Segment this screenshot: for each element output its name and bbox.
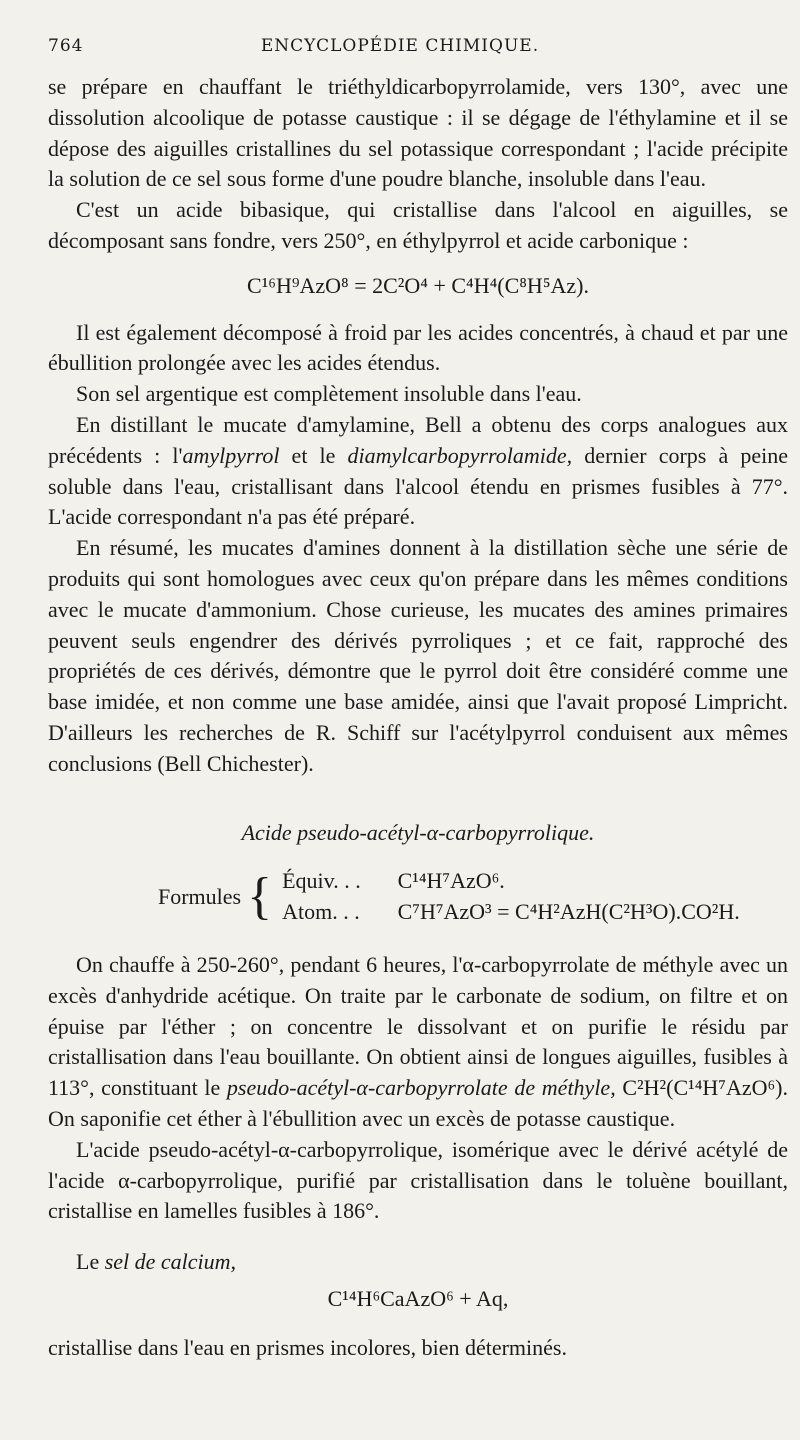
formulas-block (158, 866, 788, 928)
page-body (48, 72, 788, 1363)
italic-term: diamylcarbopyrrolamide, (347, 442, 573, 468)
paragraph: L'acide pseudo-acétyl-α-carbopyrrolique, isomérique avec le dérivé acétylé de l'acide α-carbopyrrolique, purifié par cristallisation dans le toluène bouillant, cristallise en lamelles fusibles à 186°. (48, 1136, 788, 1224)
formula-value: C¹⁴H⁷AzO⁶. (397, 868, 505, 894)
formula-value: C⁷H⁷AzO³ = C⁴H²AzH(C²H³O).CO²H. (397, 899, 740, 925)
text-run: On chauffe à 250-260°, pendant 6 heures, l'α-carbopyrrolate de méthyle avec un excès d'anhydride acétique. On traite par le carbonate de sodium, on filtre et on épuise par l'éther ; on concentre le dissolvant et on purifie le résidu par cristallisation dans l'eau bouillante. On obtient ainsi de longues aiguilles, fusibles à 113°, constituant le (48, 951, 788, 1101)
paragraph (48, 950, 788, 1135)
page-header (48, 36, 752, 62)
italic-term: pseudo-acétyl-α-carbopyrrolate de méthyle, (226, 1075, 616, 1101)
formula-label: Équiv. . . (282, 868, 361, 894)
paragraph: Il est également décomposé à froid par les acides concentrés, à chaud et par une ébullition prolongée avec les acides étendus. (48, 319, 788, 376)
brace-icon: { (247, 868, 273, 926)
running-title: ENCYCLOPÉDIE CHIMIQUE. (260, 36, 540, 56)
page-number: 764 (48, 36, 84, 56)
text-run: et le (279, 442, 348, 468)
text-run: Le (76, 1249, 105, 1275)
formula-row-equiv (282, 866, 740, 897)
paragraph: Son sel argentique est complètement insoluble dans l'eau. (76, 381, 582, 407)
paragraph: cristallise dans l'eau en prismes incolores, bien déterminés. (48, 1334, 567, 1360)
chemical-formula: C¹⁶H⁹AzO⁸ = 2C²O⁴ + C⁴H⁴(C⁸H⁵Az). (247, 272, 589, 298)
italic-term: amylpyrrol (182, 442, 280, 468)
text-run: En distillant le mucate d'amylamine, Bell a obtenu des corps analogues aux précédents : l' (48, 411, 788, 468)
paragraph: C'est un acide bibasique, qui cristallise dans l'alcool en aiguilles, se décomposant sans fondre, vers 250°, en éthylpyrrol et acide carbonique : (48, 197, 788, 253)
paragraph: En résumé, les mucates d'amines donnent à la distillation sèche une série de produits qui sont homologues avec ceux qu'on prépare dans les mêmes conditions avec le mucate d'ammonium. Chose curieuse, les mucates des amines primaires peuvent seuls engendrer des dérivés pyrroliques ; et ce fait, rapproché des propriétés de ces dérivés, démontre que le pyrrol doit être considéré comme une base imidée, et non comme une base amidée, ainsi que l'avait proposé Limpricht. D'ailleurs les recherches de R. Schiff sur l'acétylpyrrol conduisent aux mêmes conclusions (Bell Chichester). (48, 535, 788, 776)
paragraph (48, 1247, 788, 1278)
formula-label: Atom. . . (282, 899, 360, 925)
text-run: dernier corps à peine soluble dans l'eau, cristallisant dans l'alcool étendu en prismes fusibles à 77°. L'acide correspondant n'a pas été préparé. (48, 442, 788, 530)
chemical-formula: C¹⁴H⁶CaAzO⁶ + Aq, (327, 1285, 509, 1311)
italic-term: sel de calcium, (104, 1249, 237, 1275)
formulas-rows (282, 866, 740, 928)
text-run: C²H²(C¹⁴H⁷AzO⁶). On saponifie cet éther à l'ébullition avec un excès de potasse caustique. (48, 1075, 788, 1131)
section-title: Acide pseudo-acétyl-α-carbopyrrolique. (241, 819, 595, 845)
formulas-label: Formules (158, 883, 242, 909)
paragraph: se prépare en chauffant le triéthyldicarbopyrrolamide, vers 130°, avec une dissolution alcoolique de potasse caustique : il se dégage de l'éthylamine et il se dépose des aiguilles cristallines du sel potassique correspondant ; l'acide précipite la solution de ce sel sous forme d'une poudre blanche, insoluble dans l'eau. (48, 74, 788, 192)
paragraph (48, 410, 788, 533)
formula-row-atom (282, 897, 740, 928)
